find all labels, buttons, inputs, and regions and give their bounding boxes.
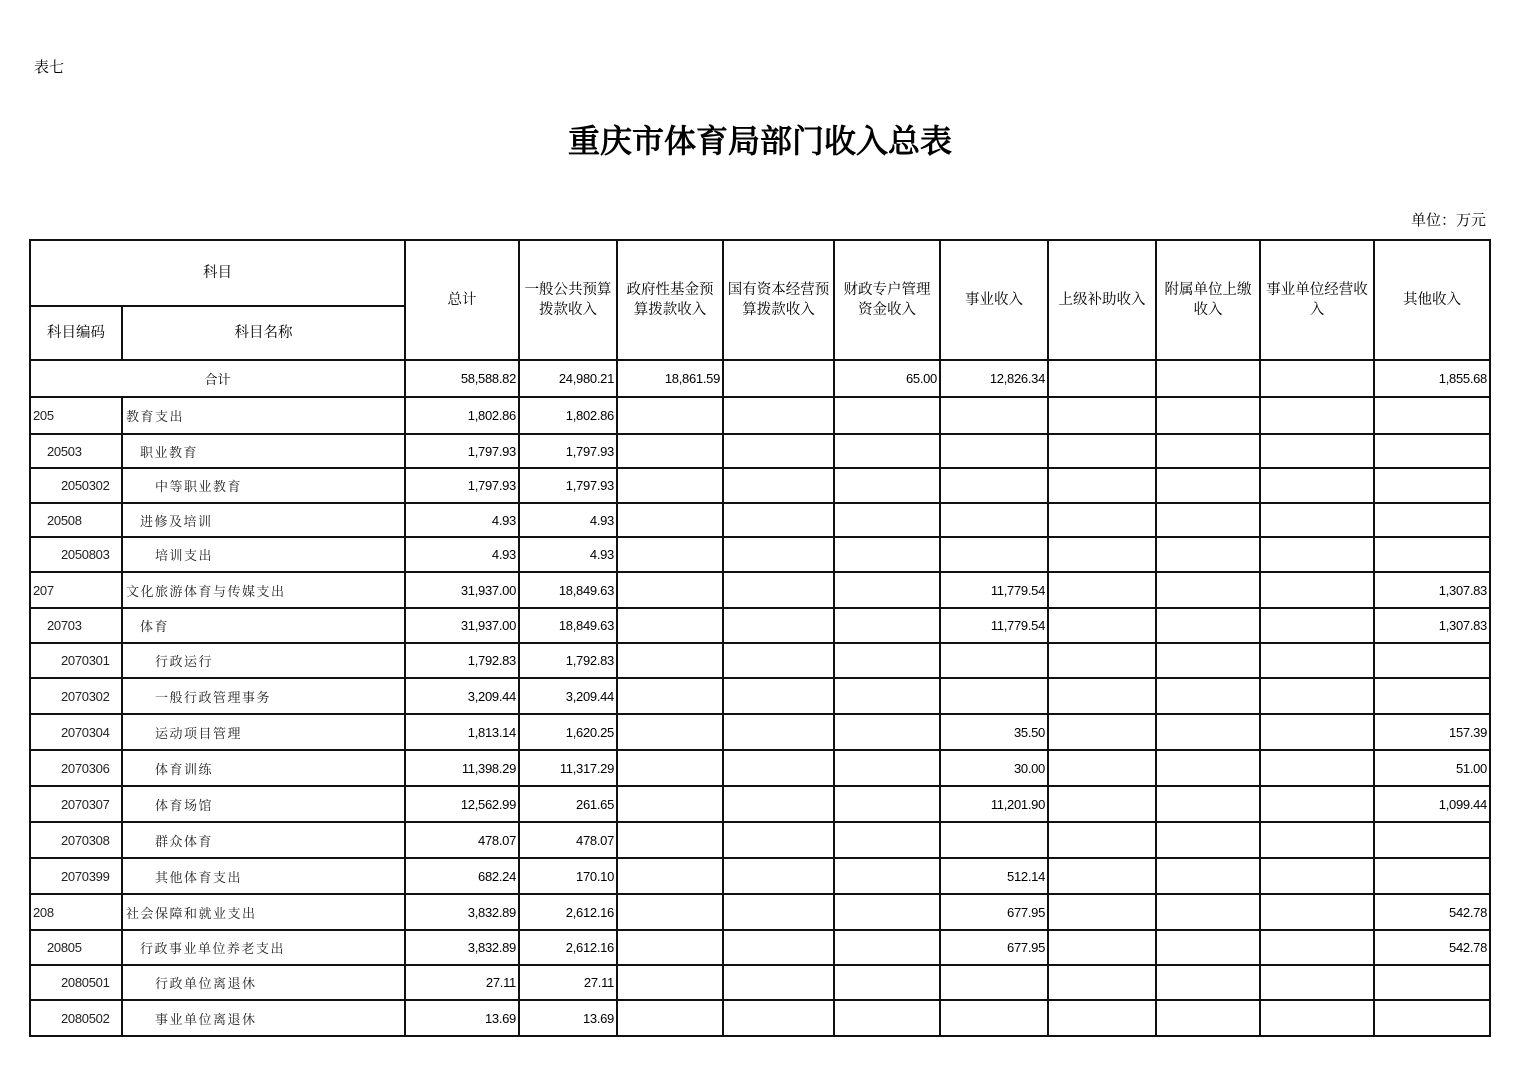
- cell-total: 31,937.00: [405, 608, 519, 643]
- cell-superior-subsidy: [1048, 822, 1156, 858]
- header-other-income: 其他收入: [1374, 240, 1490, 360]
- cell-general-public-budget: 18,849.63: [519, 608, 617, 643]
- cell-fiscal-special-account: [834, 965, 940, 1000]
- cell-fiscal-special-account: [834, 822, 940, 858]
- cell-general-public-budget: 27.11: [519, 965, 617, 1000]
- cell-business-operation-income: [1260, 537, 1374, 572]
- subject-name: 群众体育: [122, 822, 405, 858]
- cell-fiscal-special-account: [834, 643, 940, 678]
- cell-total: 4.93: [405, 503, 519, 537]
- cell-total: 4.93: [405, 537, 519, 572]
- subject-name: 事业单位离退休: [122, 1000, 405, 1036]
- subject-code: 20503: [30, 434, 122, 468]
- cell-gov-fund-budget: [617, 750, 723, 786]
- cell-business-income: [940, 434, 1048, 468]
- cell-business-income: [940, 503, 1048, 537]
- cell-general-public-budget: 2,612.16: [519, 930, 617, 965]
- cell-affiliated-unit-turnover: [1156, 894, 1260, 930]
- cell-affiliated-unit-turnover: [1156, 1000, 1260, 1036]
- cell-business-income: 677.95: [940, 930, 1048, 965]
- cell-business-operation-income: [1260, 608, 1374, 643]
- cell-superior-subsidy: [1048, 678, 1156, 714]
- cell-business-income: [940, 678, 1048, 714]
- cell-superior-subsidy: [1048, 572, 1156, 608]
- subject-code: 2070302: [30, 678, 122, 714]
- table-row: [30, 397, 1490, 434]
- table-row: [30, 714, 1490, 750]
- cell-superior-subsidy: [1048, 468, 1156, 503]
- subject-code: 2050803: [30, 537, 122, 572]
- cell-gov-fund-budget: [617, 397, 723, 434]
- table-row: [30, 678, 1490, 714]
- header-subject-code: 科目编码: [30, 306, 122, 360]
- cell-total: 13.69: [405, 1000, 519, 1036]
- cell-other-income: 1,307.83: [1374, 608, 1490, 643]
- cell-affiliated-unit-turnover: [1156, 397, 1260, 434]
- cell-gov-fund-budget: [617, 786, 723, 822]
- cell-superior-subsidy: [1048, 503, 1156, 537]
- cell-gov-fund-budget: [617, 468, 723, 503]
- table-row: [30, 858, 1490, 894]
- table-row: [30, 894, 1490, 930]
- subject-name: 培训支出: [122, 537, 405, 572]
- unit-label: 单位：万元: [1410, 211, 1486, 229]
- cell-other-income: [1374, 503, 1490, 537]
- cell-business-operation-income: [1260, 858, 1374, 894]
- cell-general-public-budget: 4.93: [519, 537, 617, 572]
- totals-other-income: 1,855.68: [1374, 360, 1490, 397]
- cell-business-operation-income: [1260, 434, 1374, 468]
- cell-superior-subsidy: [1048, 608, 1156, 643]
- cell-total: 3,832.89: [405, 930, 519, 965]
- cell-gov-fund-budget: [617, 894, 723, 930]
- cell-state-capital-budget: [723, 714, 834, 750]
- cell-other-income: 51.00: [1374, 750, 1490, 786]
- cell-total: 478.07: [405, 822, 519, 858]
- cell-other-income: 542.78: [1374, 930, 1490, 965]
- cell-superior-subsidy: [1048, 930, 1156, 965]
- cell-total: 1,797.93: [405, 468, 519, 503]
- subject-code: 208: [30, 894, 122, 930]
- cell-superior-subsidy: [1048, 434, 1156, 468]
- cell-business-operation-income: [1260, 468, 1374, 503]
- cell-state-capital-budget: [723, 750, 834, 786]
- cell-business-income: [940, 1000, 1048, 1036]
- cell-business-operation-income: [1260, 786, 1374, 822]
- subject-code: 2070399: [30, 858, 122, 894]
- subject-code: 20703: [30, 608, 122, 643]
- table-row: [30, 572, 1490, 608]
- cell-general-public-budget: 1,797.93: [519, 434, 617, 468]
- totals-label: 合计: [30, 360, 405, 397]
- cell-fiscal-special-account: [834, 894, 940, 930]
- header-general-public-budget: 一般公共预算拨款收入: [519, 240, 617, 360]
- cell-total: 3,209.44: [405, 678, 519, 714]
- cell-affiliated-unit-turnover: [1156, 750, 1260, 786]
- subject-code: 20508: [30, 503, 122, 537]
- cell-gov-fund-budget: [617, 572, 723, 608]
- subject-code: 2070306: [30, 750, 122, 786]
- cell-state-capital-budget: [723, 965, 834, 1000]
- header-business-income: 事业收入: [940, 240, 1048, 360]
- cell-fiscal-special-account: [834, 537, 940, 572]
- cell-general-public-budget: 4.93: [519, 503, 617, 537]
- cell-affiliated-unit-turnover: [1156, 858, 1260, 894]
- cell-state-capital-budget: [723, 434, 834, 468]
- table-row: [30, 434, 1490, 468]
- subject-code: 2070308: [30, 822, 122, 858]
- cell-other-income: [1374, 678, 1490, 714]
- cell-superior-subsidy: [1048, 1000, 1156, 1036]
- subject-code: 2070301: [30, 643, 122, 678]
- cell-gov-fund-budget: [617, 678, 723, 714]
- totals-superior-subsidy: [1048, 360, 1156, 397]
- cell-business-income: 11,779.54: [940, 572, 1048, 608]
- table-row: [30, 468, 1490, 503]
- subject-name: 其他体育支出: [122, 858, 405, 894]
- cell-business-income: [940, 468, 1048, 503]
- cell-other-income: 1,307.83: [1374, 572, 1490, 608]
- cell-state-capital-budget: [723, 537, 834, 572]
- totals-general-public-budget: 24,980.21: [519, 360, 617, 397]
- cell-business-operation-income: [1260, 894, 1374, 930]
- cell-general-public-budget: 478.07: [519, 822, 617, 858]
- subject-name: 文化旅游体育与传媒支出: [122, 572, 405, 608]
- cell-affiliated-unit-turnover: [1156, 537, 1260, 572]
- subject-name: 行政单位离退休: [122, 965, 405, 1000]
- cell-fiscal-special-account: [834, 608, 940, 643]
- subject-code: 20805: [30, 930, 122, 965]
- subject-name: 行政运行: [122, 643, 405, 678]
- cell-total: 682.24: [405, 858, 519, 894]
- header-business-operation-income: 事业单位经营收入: [1260, 240, 1374, 360]
- totals-total: 58,588.82: [405, 360, 519, 397]
- cell-gov-fund-budget: [617, 537, 723, 572]
- cell-general-public-budget: 1,620.25: [519, 714, 617, 750]
- cell-state-capital-budget: [723, 468, 834, 503]
- cell-business-operation-income: [1260, 714, 1374, 750]
- cell-state-capital-budget: [723, 678, 834, 714]
- cell-other-income: 542.78: [1374, 894, 1490, 930]
- cell-other-income: [1374, 537, 1490, 572]
- cell-total: 27.11: [405, 965, 519, 1000]
- cell-general-public-budget: 2,612.16: [519, 894, 617, 930]
- cell-gov-fund-budget: [617, 965, 723, 1000]
- subject-code: 205: [30, 397, 122, 434]
- cell-gov-fund-budget: [617, 643, 723, 678]
- cell-state-capital-budget: [723, 894, 834, 930]
- table-row: [30, 965, 1490, 1000]
- cell-other-income: [1374, 643, 1490, 678]
- cell-state-capital-budget: [723, 1000, 834, 1036]
- cell-total: 1,797.93: [405, 434, 519, 468]
- cell-gov-fund-budget: [617, 822, 723, 858]
- cell-other-income: [1374, 858, 1490, 894]
- cell-affiliated-unit-turnover: [1156, 786, 1260, 822]
- table-row: [30, 643, 1490, 678]
- cell-superior-subsidy: [1048, 397, 1156, 434]
- cell-fiscal-special-account: [834, 434, 940, 468]
- cell-affiliated-unit-turnover: [1156, 643, 1260, 678]
- header-superior-subsidy: 上级补助收入: [1048, 240, 1156, 360]
- income-summary-table: [29, 239, 1491, 1037]
- cell-state-capital-budget: [723, 643, 834, 678]
- cell-business-operation-income: [1260, 503, 1374, 537]
- cell-business-operation-income: [1260, 1000, 1374, 1036]
- table-row: [30, 822, 1490, 858]
- cell-business-income: [940, 643, 1048, 678]
- subject-code: 2070304: [30, 714, 122, 750]
- cell-general-public-budget: 170.10: [519, 858, 617, 894]
- cell-state-capital-budget: [723, 503, 834, 537]
- table-row: [30, 930, 1490, 965]
- cell-other-income: [1374, 1000, 1490, 1036]
- subject-name: 体育: [122, 608, 405, 643]
- cell-superior-subsidy: [1048, 750, 1156, 786]
- table-row: [30, 537, 1490, 572]
- cell-fiscal-special-account: [834, 786, 940, 822]
- cell-business-income: [940, 965, 1048, 1000]
- header-subject-name: 科目名称: [122, 306, 405, 360]
- totals-business-operation-income: [1260, 360, 1374, 397]
- table-row: [30, 786, 1490, 822]
- subject-name: 进修及培训: [122, 503, 405, 537]
- cell-superior-subsidy: [1048, 965, 1156, 1000]
- cell-affiliated-unit-turnover: [1156, 678, 1260, 714]
- subject-name: 体育场馆: [122, 786, 405, 822]
- header-total: 总计: [405, 240, 519, 360]
- cell-business-income: 677.95: [940, 894, 1048, 930]
- cell-business-operation-income: [1260, 643, 1374, 678]
- cell-superior-subsidy: [1048, 858, 1156, 894]
- header-state-capital-budget: 国有资本经营预算拨款收入: [723, 240, 834, 360]
- cell-state-capital-budget: [723, 608, 834, 643]
- header-fiscal-special-account: 财政专户管理资金收入: [834, 240, 940, 360]
- cell-business-income: 11,201.90: [940, 786, 1048, 822]
- cell-business-income: 512.14: [940, 858, 1048, 894]
- subject-code: 2080502: [30, 1000, 122, 1036]
- cell-other-income: [1374, 822, 1490, 858]
- cell-affiliated-unit-turnover: [1156, 608, 1260, 643]
- cell-gov-fund-budget: [617, 434, 723, 468]
- cell-fiscal-special-account: [834, 930, 940, 965]
- page-title: 重庆市体育局部门收入总表: [567, 122, 952, 160]
- cell-general-public-budget: 1,802.86: [519, 397, 617, 434]
- cell-other-income: [1374, 397, 1490, 434]
- cell-business-operation-income: [1260, 930, 1374, 965]
- cell-fiscal-special-account: [834, 397, 940, 434]
- cell-affiliated-unit-turnover: [1156, 503, 1260, 537]
- cell-business-operation-income: [1260, 397, 1374, 434]
- cell-fiscal-special-account: [834, 572, 940, 608]
- cell-affiliated-unit-turnover: [1156, 930, 1260, 965]
- totals-state-capital-budget: [723, 360, 834, 397]
- cell-business-income: 11,779.54: [940, 608, 1048, 643]
- cell-general-public-budget: 1,797.93: [519, 468, 617, 503]
- cell-gov-fund-budget: [617, 608, 723, 643]
- cell-business-income: [940, 822, 1048, 858]
- table-row: [30, 750, 1490, 786]
- cell-affiliated-unit-turnover: [1156, 965, 1260, 1000]
- cell-business-income: 30.00: [940, 750, 1048, 786]
- cell-fiscal-special-account: [834, 503, 940, 537]
- cell-fiscal-special-account: [834, 858, 940, 894]
- subject-name: 社会保障和就业支出: [122, 894, 405, 930]
- cell-state-capital-budget: [723, 786, 834, 822]
- cell-general-public-budget: 11,317.29: [519, 750, 617, 786]
- subject-name: 行政事业单位养老支出: [122, 930, 405, 965]
- cell-fiscal-special-account: [834, 468, 940, 503]
- cell-fiscal-special-account: [834, 750, 940, 786]
- cell-other-income: [1374, 965, 1490, 1000]
- table-row: [30, 608, 1490, 643]
- cell-general-public-budget: 13.69: [519, 1000, 617, 1036]
- subject-name: 中等职业教育: [122, 468, 405, 503]
- cell-general-public-budget: 18,849.63: [519, 572, 617, 608]
- subject-code: 2050302: [30, 468, 122, 503]
- cell-business-operation-income: [1260, 678, 1374, 714]
- subject-name: 教育支出: [122, 397, 405, 434]
- cell-affiliated-unit-turnover: [1156, 714, 1260, 750]
- table-row: [30, 1000, 1490, 1036]
- cell-other-income: [1374, 434, 1490, 468]
- cell-affiliated-unit-turnover: [1156, 434, 1260, 468]
- cell-state-capital-budget: [723, 572, 834, 608]
- cell-superior-subsidy: [1048, 894, 1156, 930]
- subject-code: 2070307: [30, 786, 122, 822]
- cell-total: 3,832.89: [405, 894, 519, 930]
- cell-total: 1,792.83: [405, 643, 519, 678]
- subject-name: 职业教育: [122, 434, 405, 468]
- cell-business-operation-income: [1260, 750, 1374, 786]
- cell-affiliated-unit-turnover: [1156, 468, 1260, 503]
- cell-business-operation-income: [1260, 965, 1374, 1000]
- cell-other-income: 157.39: [1374, 714, 1490, 750]
- header-affiliated-unit-turnover: 附属单位上缴收入: [1156, 240, 1260, 360]
- cell-business-operation-income: [1260, 572, 1374, 608]
- cell-affiliated-unit-turnover: [1156, 822, 1260, 858]
- subject-code: 2080501: [30, 965, 122, 1000]
- cell-affiliated-unit-turnover: [1156, 572, 1260, 608]
- cell-superior-subsidy: [1048, 786, 1156, 822]
- cell-general-public-budget: 1,792.83: [519, 643, 617, 678]
- table-number-label: 表七: [34, 58, 65, 76]
- totals-row: [30, 360, 1490, 397]
- table-row: [30, 503, 1490, 537]
- subject-name: 运动项目管理: [122, 714, 405, 750]
- cell-gov-fund-budget: [617, 1000, 723, 1036]
- cell-general-public-budget: 261.65: [519, 786, 617, 822]
- subject-name: 体育训练: [122, 750, 405, 786]
- cell-state-capital-budget: [723, 858, 834, 894]
- cell-other-income: 1,099.44: [1374, 786, 1490, 822]
- cell-gov-fund-budget: [617, 714, 723, 750]
- subject-name: 一般行政管理事务: [122, 678, 405, 714]
- cell-general-public-budget: 3,209.44: [519, 678, 617, 714]
- subject-code: 207: [30, 572, 122, 608]
- cell-total: 31,937.00: [405, 572, 519, 608]
- totals-affiliated-unit-turnover: [1156, 360, 1260, 397]
- cell-superior-subsidy: [1048, 714, 1156, 750]
- cell-state-capital-budget: [723, 397, 834, 434]
- totals-business-income: 12,826.34: [940, 360, 1048, 397]
- totals-gov-fund-budget: 18,861.59: [617, 360, 723, 397]
- cell-superior-subsidy: [1048, 537, 1156, 572]
- cell-total: 11,398.29: [405, 750, 519, 786]
- cell-business-income: 35.50: [940, 714, 1048, 750]
- cell-state-capital-budget: [723, 930, 834, 965]
- cell-gov-fund-budget: [617, 503, 723, 537]
- cell-fiscal-special-account: [834, 714, 940, 750]
- cell-business-operation-income: [1260, 822, 1374, 858]
- cell-fiscal-special-account: [834, 1000, 940, 1036]
- cell-total: 1,802.86: [405, 397, 519, 434]
- header-subject: 科目: [30, 240, 405, 306]
- cell-superior-subsidy: [1048, 643, 1156, 678]
- cell-state-capital-budget: [723, 822, 834, 858]
- cell-gov-fund-budget: [617, 858, 723, 894]
- header-gov-fund-budget: 政府性基金预算拨款收入: [617, 240, 723, 360]
- totals-fiscal-special-account: 65.00: [834, 360, 940, 397]
- cell-total: 12,562.99: [405, 786, 519, 822]
- cell-business-income: [940, 537, 1048, 572]
- cell-fiscal-special-account: [834, 678, 940, 714]
- cell-gov-fund-budget: [617, 930, 723, 965]
- cell-total: 1,813.14: [405, 714, 519, 750]
- cell-business-income: [940, 397, 1048, 434]
- cell-other-income: [1374, 468, 1490, 503]
